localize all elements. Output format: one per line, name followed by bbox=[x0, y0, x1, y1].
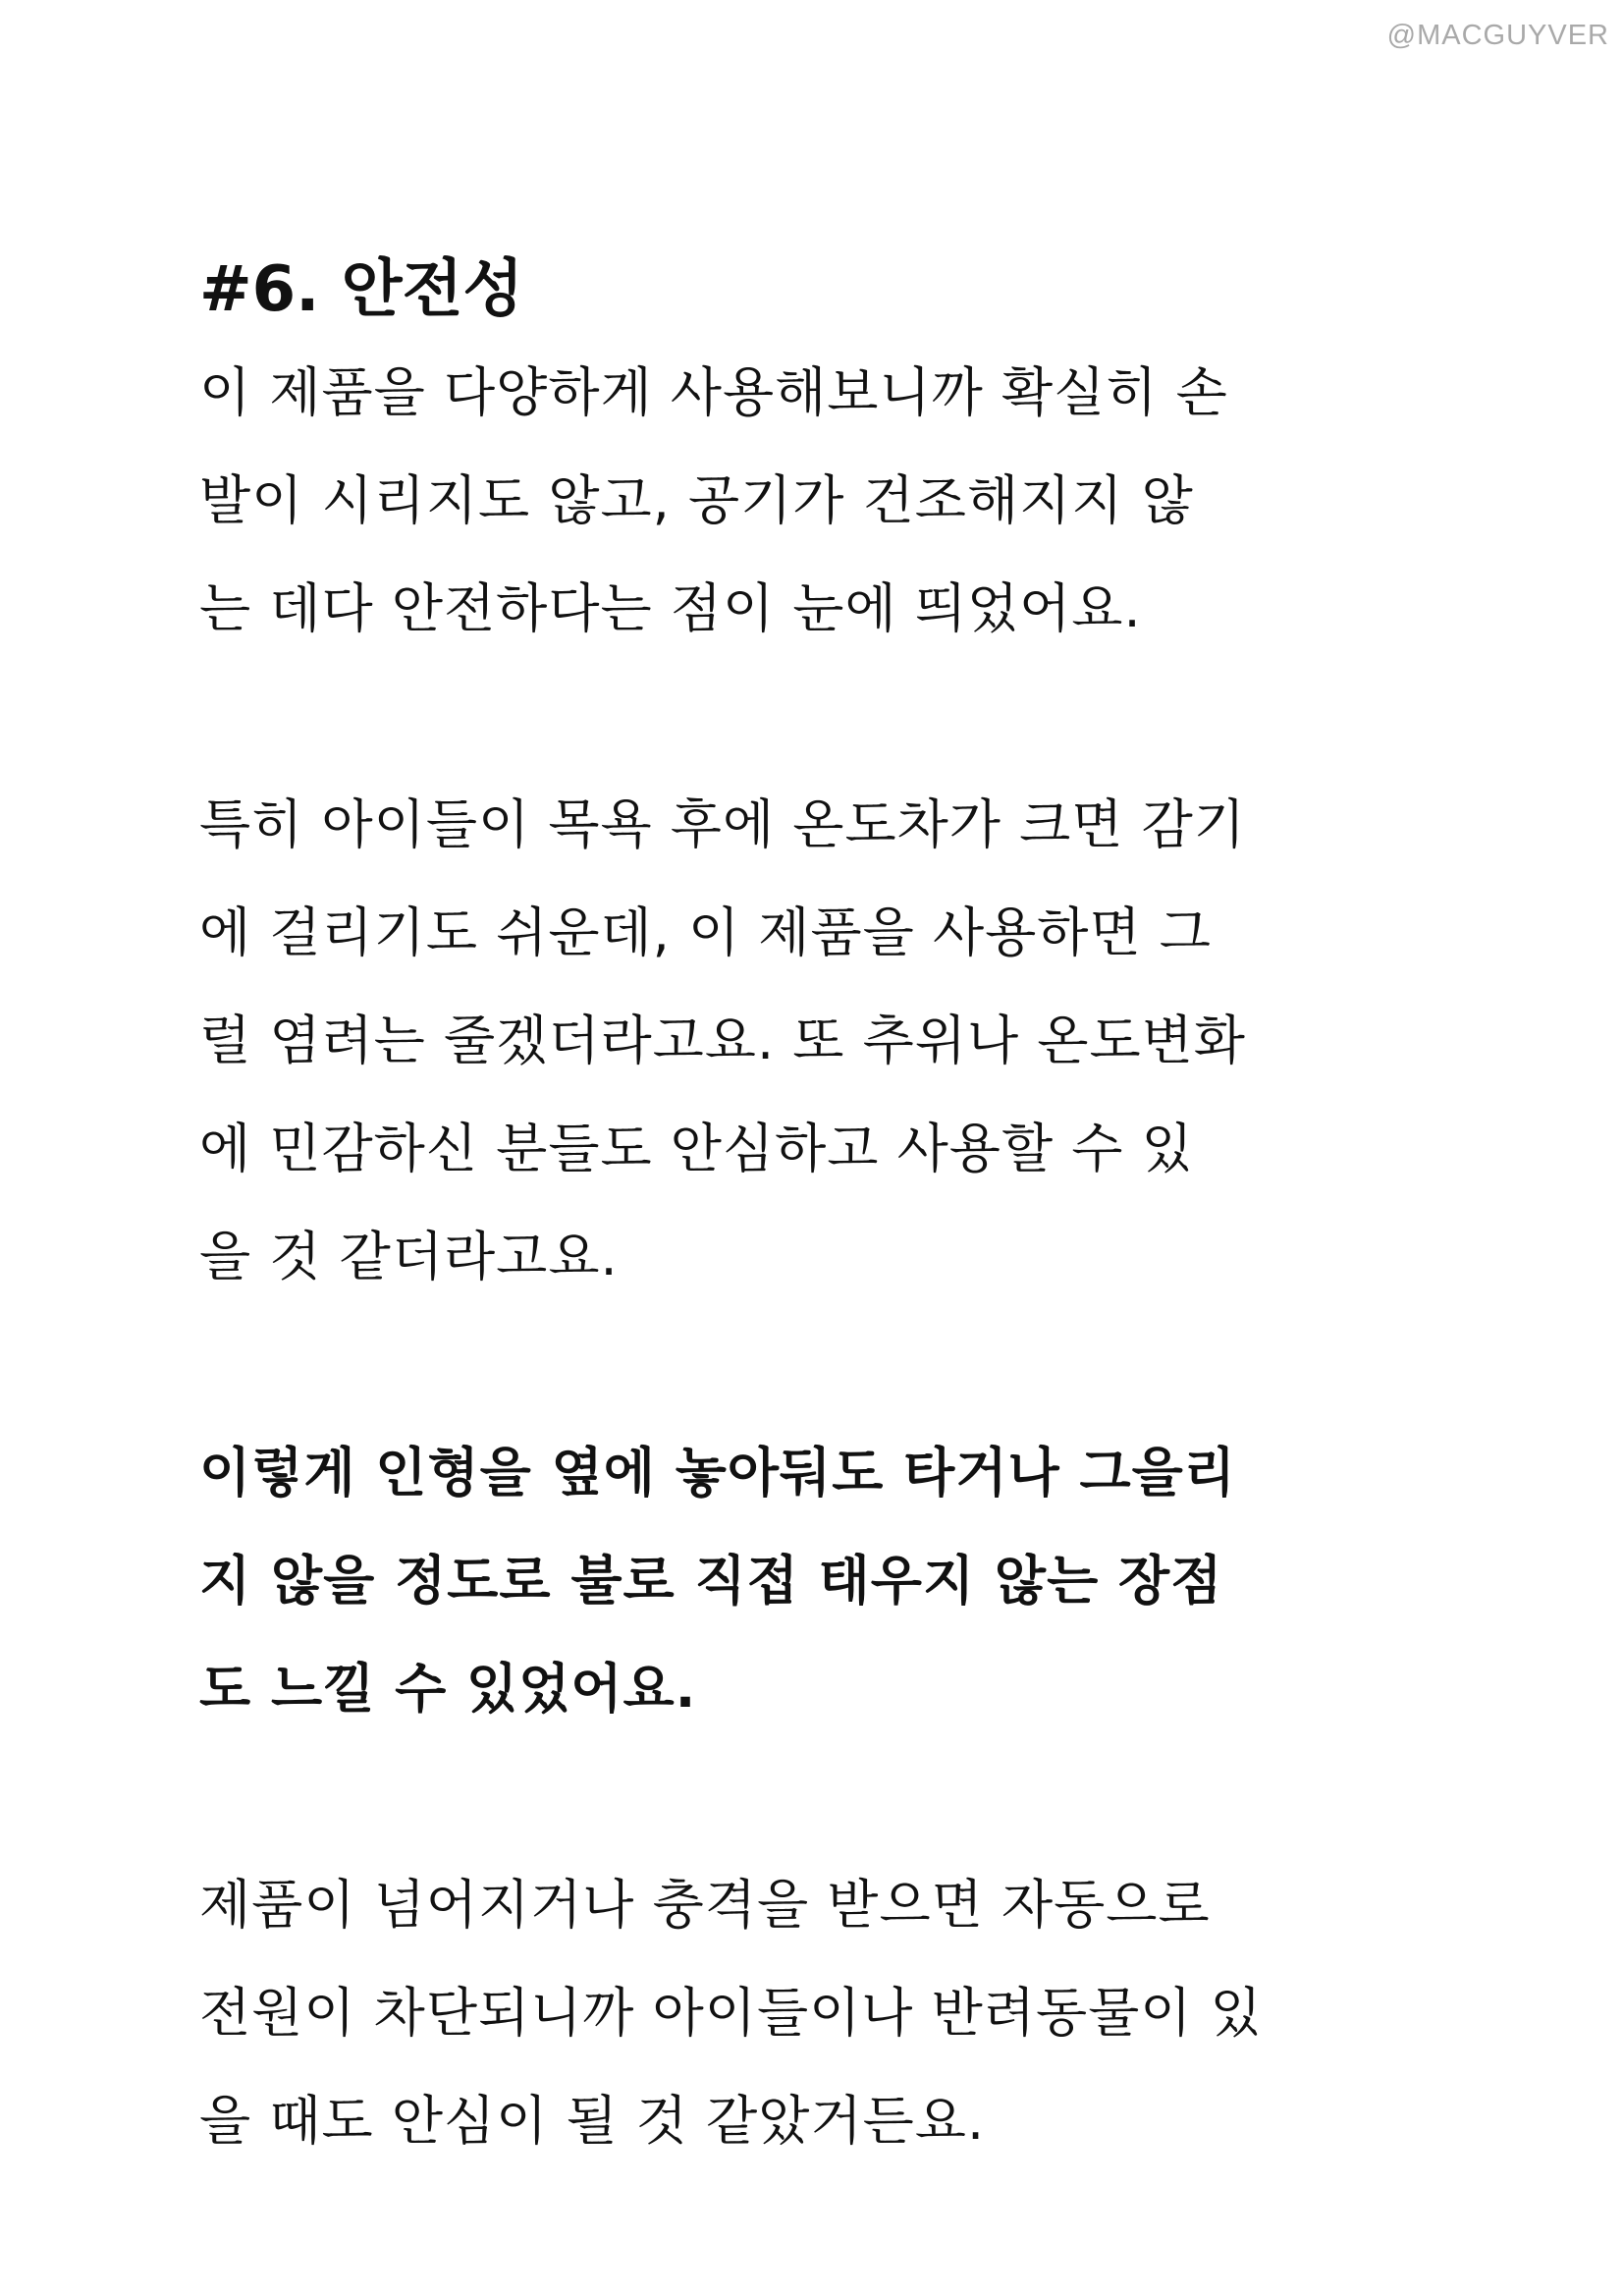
paragraph-line: 지 않을 정도로 불로 직접 태우지 않는 장점 bbox=[199, 1550, 1223, 1612]
paragraph-line: 발이 시리지도 않고, 공기가 건조해지지 않 bbox=[199, 469, 1194, 531]
paragraph-2 bbox=[199, 771, 1476, 1311]
article-content bbox=[199, 241, 1476, 2175]
paragraph-spacer bbox=[199, 1743, 1476, 1851]
paragraph-line: 특히 아이들이 목욕 후에 온도차가 크면 감기 bbox=[199, 793, 1246, 855]
paragraph-line: 도 느낄 수 있었어요. bbox=[199, 1658, 697, 1720]
paragraph-line: 에 걸리기도 쉬운데, 이 제품을 사용하면 그 bbox=[199, 902, 1212, 963]
paragraph-line: 럴 염려는 줄겠더라고요. 또 추위나 온도변화 bbox=[199, 1010, 1246, 1071]
paragraph-3-emphasis bbox=[199, 1419, 1476, 1743]
section-title: #6. 안전성 bbox=[199, 253, 524, 326]
paragraph-line: 제품이 넘어지거나 충격을 받으면 자동으로 bbox=[199, 1874, 1211, 1936]
paragraph-4 bbox=[199, 1851, 1476, 2175]
watermark: @MACGUYVER bbox=[1386, 20, 1609, 51]
paragraph-line: 이렇게 인형을 옆에 놓아둬도 타거나 그을리 bbox=[199, 1442, 1236, 1503]
paragraph-line: 이 제품을 다양하게 사용해보니까 확실히 손 bbox=[199, 361, 1228, 423]
paragraph-line: 는 데다 안전하다는 점이 눈에 띄었어요. bbox=[199, 577, 1142, 639]
paragraph-1 bbox=[199, 339, 1476, 663]
paragraph-spacer bbox=[199, 663, 1476, 771]
paragraph-line: 에 민감하신 분들도 안심하고 사용할 수 있 bbox=[199, 1118, 1194, 1179]
paragraph-spacer bbox=[199, 1311, 1476, 1419]
paragraph-line: 을 것 같더라고요. bbox=[199, 1226, 619, 1287]
paragraph-line: 전원이 차단되니까 아이들이나 반려동물이 있 bbox=[199, 1982, 1263, 2044]
paragraph-line: 을 때도 안심이 될 것 같았거든요. bbox=[199, 2090, 986, 2152]
